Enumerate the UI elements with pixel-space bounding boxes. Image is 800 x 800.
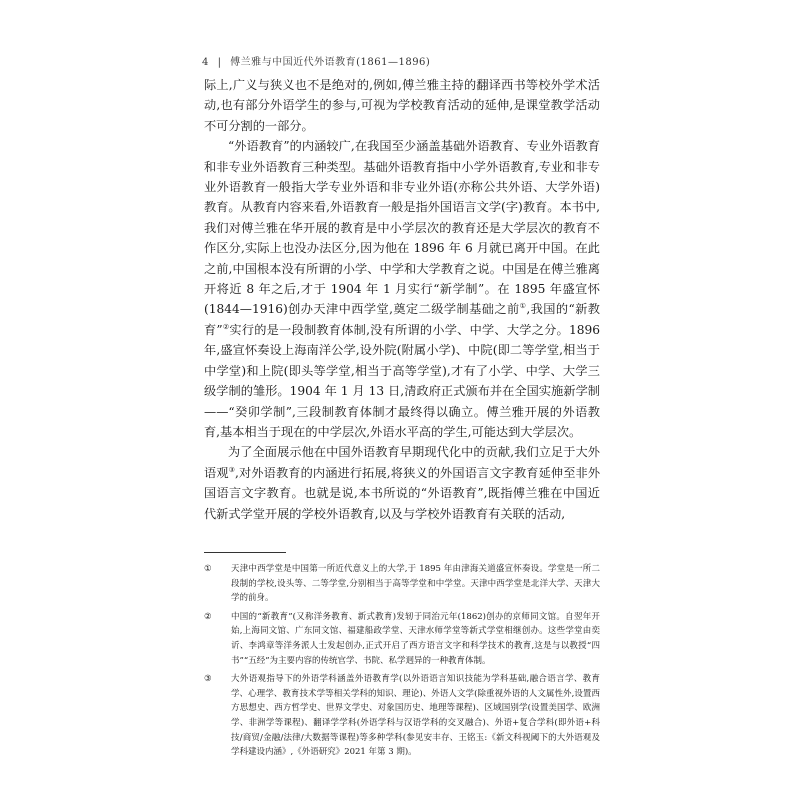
footnote-divider <box>204 552 286 553</box>
footnote <box>204 562 600 606</box>
footnote-marker: ③ <box>204 674 212 685</box>
footnote-text: 天津中西学堂是中国第一所近代意义上的大学,于 1895 年由津海关道盛宣怀奏设。学堂是一所二段制的学校,设头等、二等学堂,分别相当于高等学堂和中学堂。天津中西学堂是北洋大学、天津大学的前身。 <box>231 564 600 604</box>
paragraph-3-part-2: ,对外语教育的内涵进行拓展,将狭义的外国语言文字教育延伸至非外国语言文字教育。也就是说,本书所说的“外语教育”,既指傅兰雅在中国近代新式学堂开展的学校外语教育,以及与学校外语教育有关联的活动, <box>204 465 601 521</box>
footnote <box>204 672 600 760</box>
footnote-ref-1: ① <box>519 302 527 311</box>
running-header <box>202 53 430 68</box>
footnote-marker: ② <box>204 611 212 622</box>
body-text <box>204 75 600 524</box>
paragraph-2-part-1: “外语教育”的内涵较广,在我国至少涵盖基础外语教育、专业外语教育和非专业外语教育三种类型。基础外语教育指中小学外语教育,专业和非专业外语教育一般指大学专业外语和非专业外语(亦称公共外语、大学外语)教育。从教育内容来看,外语教育一般是指外国语言文学(字)教育。本书中,我们对傅兰雅在华开展的教育是中小学层次的教育还是大学层次的教育不作区分,实际上也没办法区分,因为他在 1896 年 6 月就已离开中国。在此之前,中国根本没有所谓的小学、中学和大学教育之说。中国是在傅兰雅离开将近 8 年之后,才于 1904 年 1 月实行“新学制”。在 1895 年盛宣怀(1844—1916)创办天津中西学堂,奠定二级学制基础之前 <box>204 139 600 317</box>
footnote <box>204 610 600 668</box>
footnote-text: 中国的“新教育”(又称洋务教育、新式教育)发轫于同治元年(1862)创办的京师同文馆。自翌年开始,上海同文馆、广东同文馆、福建船政学堂、天津水师学堂等新式学堂相继创办。这些学堂由奕䜣、李鸿章等洋务派人士发起创办,正式开启了西方语言文字和科学技术的教育,这是与以教授“四书”“五经”为主要内容的传统官学、书院、私学迥异的一种教育体制。 <box>231 611 600 666</box>
paragraph-2 <box>204 136 600 442</box>
paragraph-1 <box>204 75 600 136</box>
paragraph-2-part-3: 实行的是一段制教育体制,没有所谓的小学、中学、大学之分。1896 年,盛宣怀奏设上海南洋公学,设外院(附属小学)、中院(即二等学堂,相当于中学堂)和上院(即头等学堂,相当于高等学堂),才有了小学、中学、大学三级学制的雏形。1904 年 1 月 13 日,清政府正式颁布并在全国实施新学制——“癸卯学制”,三段制教育体制才最终得以确立。傅兰雅开展的外语教育,基本相当于现在的中学层次,外语水平高的学生,可能达到大学层次。 <box>204 322 600 439</box>
paragraph-3 <box>204 442 600 524</box>
paragraph-1-text: 际上,广义与狭义也不是绝对的,例如,傅兰雅主持的翻译西书等校外学术活动,也有部分外语学生的参与,可视为学校教育活动的延伸,是课堂教学活动不可分割的一部分。 <box>204 78 600 133</box>
running-title: 傅兰雅与中国近代外语教育(1861—1896) <box>230 57 431 68</box>
paragraph-2-part-2: ,我国的“新教育” <box>204 302 600 337</box>
footnote-ref-2: ② <box>222 322 230 331</box>
header-separator: | <box>217 57 222 68</box>
page-number: 4 <box>202 57 209 68</box>
footnote-text: 大外语观指导下的外语学科涵盖外语教育学(以外语语言知识技能为学科基础,融合语言学、教育学、心理学、教育技术学等相关学科的知识、理论)、外语人文学(除重视外语的人文属性外,设置西方思想史、西方哲学史、世界文学史、对象国历史、地理等课程)、区域国别学(设置美国学、欧洲学、非洲学等课程)、翻译学学科(外语学科与汉语学科的交叉融合)、外语+复合学科(即外语+科技/商贸/金融/法律/大数据等课程)等多种学科(参见安丰存、王铭玉:《新文科视阈下的大外语观及学科建设内涵》,《外语研究》2021 年第 3 期)。 <box>231 674 600 758</box>
footnote-marker: ① <box>204 564 212 574</box>
paragraph-3-part-1: 为了全面展示他在中国外语教育早期现代化中的贡献,我们立足于大外语观 <box>204 445 600 480</box>
footnotes <box>204 562 600 764</box>
footnote-ref-3: ③ <box>228 465 236 474</box>
